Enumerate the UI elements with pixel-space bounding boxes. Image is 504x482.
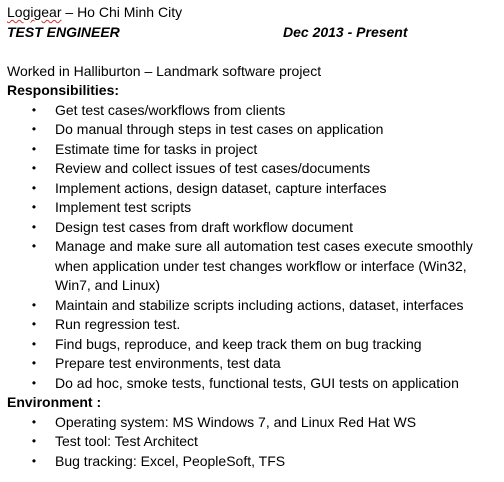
list-item: • Manage and make sure all automation test cases execute smoothly when application under test changes workflow or interface (Win32, Win7, and Linux) [7, 237, 501, 296]
bullet-icon: • [31, 239, 37, 253]
list-item: • Maintain and stabilize scripts including actions, dataset, interfaces [7, 296, 501, 316]
bullet-icon: • [31, 102, 37, 117]
list-item: • Review and collect issues of test cases/documents [7, 159, 501, 179]
bullet-icon: • [31, 317, 37, 331]
list-item: • Get test cases/workflows from clients [7, 101, 501, 121]
company-location: – Ho Chi Minh City [61, 4, 183, 20]
bullet-icon: • [31, 200, 37, 214]
list-item: • Do manual through steps in test cases on application [7, 120, 501, 140]
list-item: • Find bugs, reproduce, and keep track them on bug tracking [7, 335, 501, 355]
bullet-icon: • [31, 219, 37, 234]
role-row [7, 23, 501, 43]
bullet-icon: • [31, 375, 37, 390]
environment-heading: Environment : [7, 394, 102, 410]
list-item: • Operating system: MS Windows 7, and Linux Red Hat WS [7, 413, 501, 433]
resume-document [7, 3, 501, 471]
environment-list [7, 413, 501, 472]
role-period: Dec 2013 - Present [283, 23, 408, 40]
bullet-icon: • [31, 122, 37, 136]
bullet-icon: • [31, 453, 37, 468]
list-item: • Implement actions, design dataset, capture interfaces [7, 179, 501, 199]
bullet-icon: • [31, 141, 37, 156]
list-item: • Test tool: Test Architect [7, 432, 501, 452]
list-item: • Prepare test environments, test data [7, 354, 501, 374]
bullet-icon: • [31, 434, 37, 448]
bullet-icon: • [31, 336, 37, 351]
list-item: • Estimate time for tasks in project [7, 140, 501, 160]
bullet-icon: • [31, 180, 37, 195]
project-line: Worked in Halliburton – Landmark software project [7, 62, 322, 79]
responsibilities-list [7, 101, 501, 394]
company-name: Logigear [7, 4, 62, 20]
list-item: • Run regression test. [7, 315, 501, 335]
list-item: • Bug tracking: Excel, PeopleSoft, TFS [7, 452, 501, 472]
bullet-icon: • [31, 297, 37, 312]
list-item: • Implement test scripts [7, 198, 501, 218]
bullet-icon: • [31, 356, 37, 370]
bullet-icon: • [31, 161, 37, 175]
list-item: • Do ad hoc, smoke tests, functional tests, GUI tests on application [7, 374, 501, 394]
role-title: TEST ENGINEER [7, 23, 120, 40]
company-line [7, 3, 501, 23]
responsibilities-heading: Responsibilities: [7, 82, 120, 98]
blank-line [7, 42, 501, 62]
list-item: • Design test cases from draft workflow document [7, 218, 501, 238]
bullet-icon: • [31, 414, 37, 429]
